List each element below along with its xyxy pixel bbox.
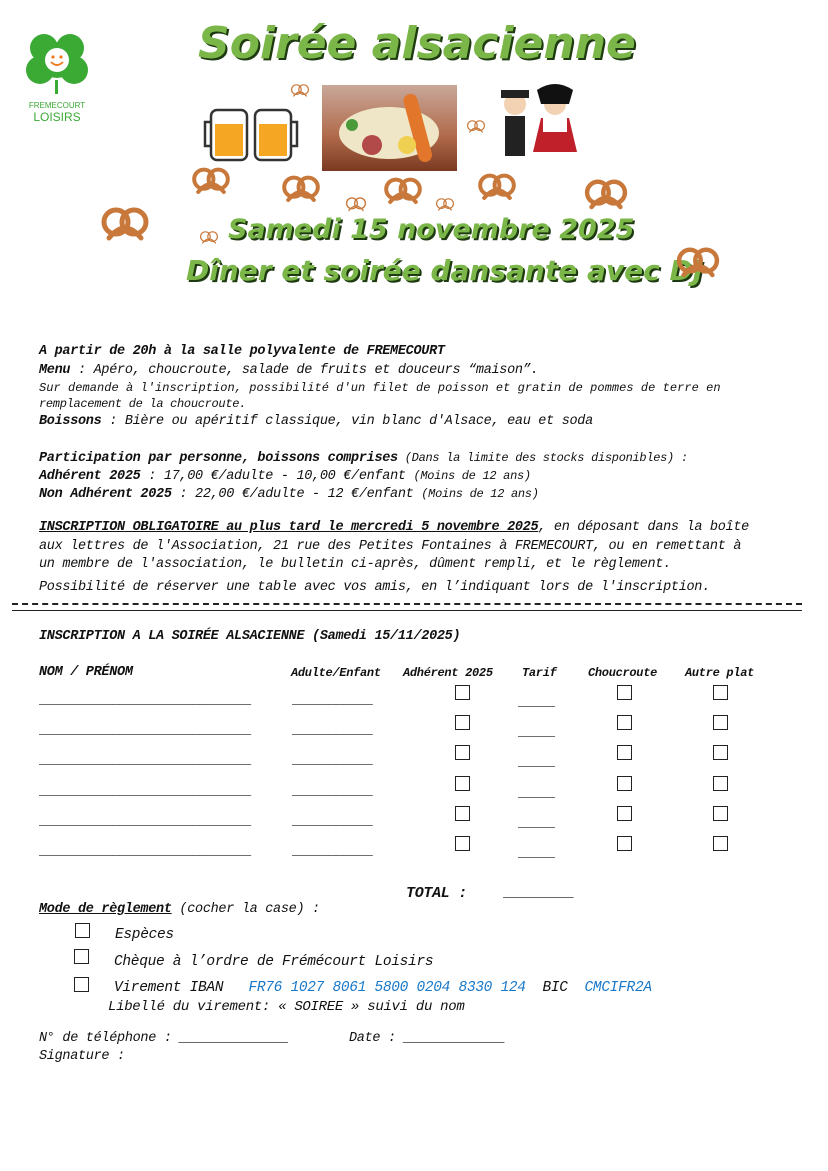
member-checkbox[interactable] xyxy=(455,776,470,791)
column-tarif: Tarif xyxy=(522,666,557,680)
deadline-rest: , en déposant dans la boîte xyxy=(538,520,749,535)
payment-cash-checkbox[interactable] xyxy=(75,923,90,938)
form-title: INSCRIPTION A LA SOIRÉE ALSACIENNE (Samedi 15/11/2025) xyxy=(39,629,461,644)
name-field[interactable]: _____________________________ xyxy=(39,843,251,858)
other-dish-checkbox[interactable] xyxy=(713,685,728,700)
transfer-reference: Libellé du virement: « SOIREE » suivi du nom xyxy=(108,999,465,1015)
total-label: TOTAL : xyxy=(406,885,467,902)
pretzel-icon xyxy=(679,250,717,275)
name-field[interactable]: _____________________________ xyxy=(39,752,251,767)
tarif-field[interactable]: _____ xyxy=(518,845,555,860)
adult-child-field[interactable]: ___________ xyxy=(292,813,373,828)
payment-transfer-label: Virement IBAN xyxy=(114,980,224,996)
pretzel-icon xyxy=(194,170,228,192)
pretzel-icon xyxy=(587,182,625,207)
pretzel-icon xyxy=(480,176,514,198)
menu-line xyxy=(39,363,538,378)
pretzel-icon xyxy=(104,210,146,238)
member-note: (Moins de 12 ans) xyxy=(413,469,531,483)
pretzel-icon xyxy=(292,85,309,96)
column-adult-child: Adulte/Enfant xyxy=(291,666,381,680)
other-dish-checkbox[interactable] xyxy=(713,715,728,730)
choucroute-checkbox[interactable] xyxy=(617,836,632,851)
pretzel-icon xyxy=(468,121,485,132)
logo-line1: FREMECOURT xyxy=(28,101,86,110)
choucroute-checkbox[interactable] xyxy=(617,806,632,821)
member-checkbox[interactable] xyxy=(455,685,470,700)
choucroute-checkbox[interactable] xyxy=(617,776,632,791)
adult-child-field[interactable]: ___________ xyxy=(292,752,373,767)
member-price-line xyxy=(39,469,531,484)
menu-label: Menu xyxy=(39,363,71,378)
tarif-field[interactable]: _____ xyxy=(518,785,555,800)
member-checkbox[interactable] xyxy=(455,715,470,730)
event-date: Samedi 15 novembre 2025 xyxy=(228,214,635,245)
payment-cheque-label: Chèque à l’ordre de Frémécourt Loisirs xyxy=(114,954,434,970)
payment-heading xyxy=(39,902,320,917)
bic-label: BIC xyxy=(542,980,568,996)
choucroute-checkbox[interactable] xyxy=(617,715,632,730)
tarif-field[interactable]: _____ xyxy=(518,694,555,709)
price-note: (Dans la limite des stocks disponibles) : xyxy=(397,451,688,465)
other-dish-checkbox[interactable] xyxy=(713,745,728,760)
pretzel-icon xyxy=(347,198,366,211)
nonmember-label: Non Adhérent 2025 xyxy=(39,487,172,502)
adult-child-field[interactable]: ___________ xyxy=(292,722,373,737)
bic-value: CMCIFR2A xyxy=(584,980,652,996)
nonmember-note: (Moins de 12 ans) xyxy=(421,487,539,501)
payment-label: Mode de règlement xyxy=(39,902,172,917)
member-label: Adhérent 2025 xyxy=(39,469,141,484)
price-label: Participation par personne, boissons comprises xyxy=(39,451,398,466)
payment-transfer-line xyxy=(114,980,652,996)
member-checkbox[interactable] xyxy=(455,745,470,760)
page-title: Soirée alsacienne xyxy=(198,18,636,69)
member-text: : 17,00 €/adulte - 10,00 €/enfant xyxy=(140,469,414,484)
adult-child-field[interactable]: ___________ xyxy=(292,783,373,798)
column-member: Adhérent 2025 xyxy=(403,666,493,680)
other-dish-checkbox[interactable] xyxy=(713,836,728,851)
name-field[interactable]: _____________________________ xyxy=(39,722,251,737)
tarif-field[interactable]: _____ xyxy=(518,815,555,830)
adult-child-field[interactable]: ___________ xyxy=(292,843,373,858)
alt-dish-line2: remplacement de la choucroute. xyxy=(39,397,247,411)
menu-text: : Apéro, choucroute, salade de fruits et douceurs “maison”. xyxy=(70,363,539,378)
deadline-text: INSCRIPTION OBLIGATOIRE au plus tard le mercredi 5 novembre 2025 xyxy=(39,520,539,535)
pretzel-icon xyxy=(284,178,318,200)
signature-field[interactable]: Signature : xyxy=(39,1049,125,1064)
member-checkbox[interactable] xyxy=(455,806,470,821)
divider xyxy=(12,610,802,611)
pretzel-icon xyxy=(386,180,420,202)
adult-child-field[interactable]: ___________ xyxy=(292,692,373,707)
payment-note: (cocher la case) : xyxy=(171,902,320,917)
deposit-line3: un membre de l'association, le bulletin ci-après, dûment rempli, et le règlement. xyxy=(39,557,671,572)
drinks-label: Boissons xyxy=(39,414,102,429)
nonmember-text: : 22,00 €/adulte - 12 €/enfant xyxy=(171,487,422,502)
deposit-line2: aux lettres de l'Association, 21 rue des Petites Fontaines à FREMECOURT, ou en remettant à xyxy=(39,539,742,554)
phone-field[interactable]: N° de téléphone : ______________ xyxy=(39,1031,289,1046)
name-field[interactable]: _____________________________ xyxy=(39,813,251,828)
cut-line-divider xyxy=(12,603,802,605)
name-field[interactable]: _____________________________ xyxy=(39,692,251,707)
pretzel-icon xyxy=(437,199,454,210)
tarif-field[interactable]: _____ xyxy=(518,724,555,739)
total-field[interactable]: _________ xyxy=(504,886,575,901)
payment-cheque-checkbox[interactable] xyxy=(74,949,89,964)
pretzel-icon xyxy=(201,232,218,243)
other-dish-checkbox[interactable] xyxy=(713,776,728,791)
other-dish-checkbox[interactable] xyxy=(713,806,728,821)
drinks-text: : Bière ou apéritif classique, vin blanc d'Alsace, eau et soda xyxy=(101,414,593,429)
nonmember-price-line xyxy=(39,487,539,502)
alt-dish-line1: Sur demande à l'inscription, possibilité d'un filet de poisson et gratin de pommes de terre en xyxy=(39,381,721,395)
payment-transfer-checkbox[interactable] xyxy=(74,977,89,992)
iban-value: FR76 1027 8061 5800 0204 8330 124 xyxy=(248,980,526,996)
tarif-field[interactable]: _____ xyxy=(518,754,555,769)
table-note: Possibilité de réserver une table avec vos amis, en l’indiquant lors de l'inscription. xyxy=(39,580,710,595)
column-name: NOM / PRÉNOM xyxy=(39,665,133,680)
event-subtitle: Dîner et soirée dansante avec DJ xyxy=(186,254,704,287)
logo-line2: LOISIRS xyxy=(33,110,81,124)
deadline-line xyxy=(39,520,749,535)
choucroute-checkbox[interactable] xyxy=(617,745,632,760)
column-other-dish: Autre plat xyxy=(685,666,755,680)
venue-text: A partir de 20h à la salle polyvalente de FREMECOURT xyxy=(39,344,445,359)
name-field[interactable]: _____________________________ xyxy=(39,783,251,798)
date-field[interactable]: Date : _____________ xyxy=(349,1031,506,1046)
column-choucroute: Choucroute xyxy=(588,666,658,680)
payment-cash-label: Espèces xyxy=(115,927,174,943)
choucroute-checkbox[interactable] xyxy=(617,685,632,700)
pretzel-decorations xyxy=(0,0,828,300)
member-checkbox[interactable] xyxy=(455,836,470,851)
price-line xyxy=(39,451,688,466)
drinks-line xyxy=(39,414,593,429)
